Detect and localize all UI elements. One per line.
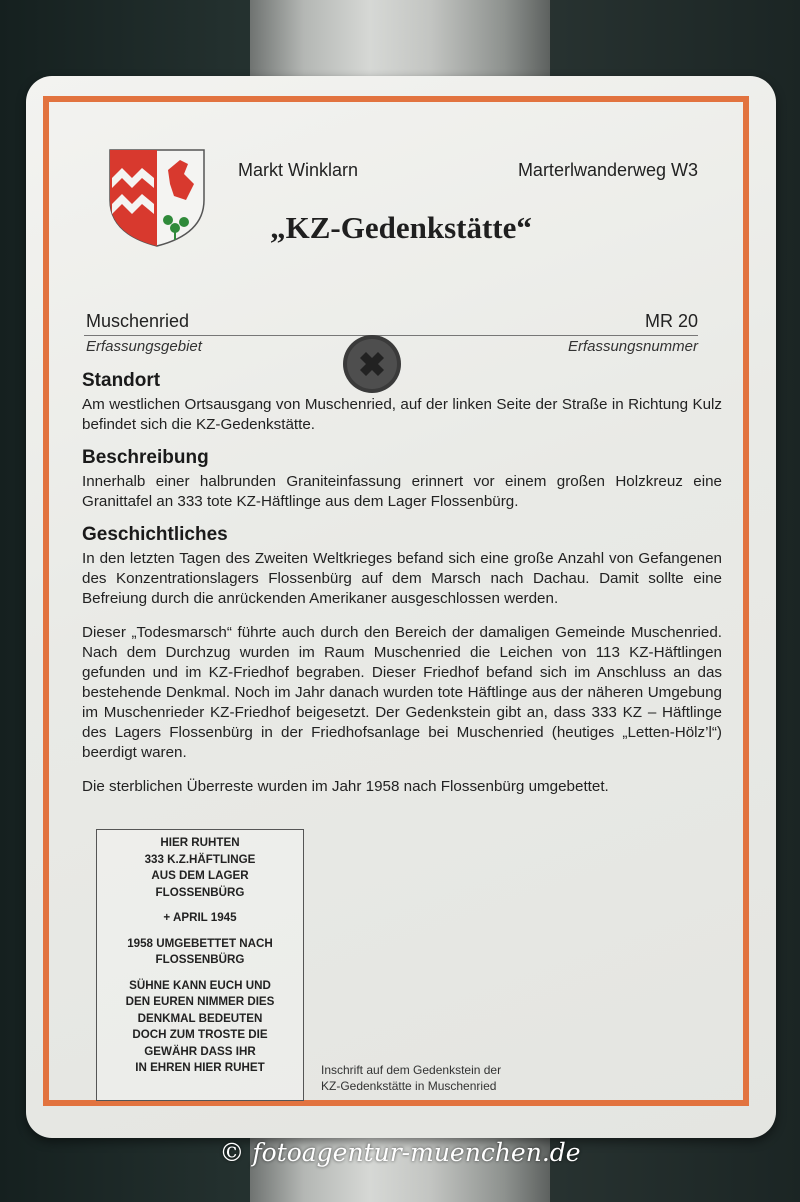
info-sign [26,76,776,1138]
inscription-line: FLOSSENBÜRG [155,953,245,966]
inscription-line: + APRIL 1945 [163,911,237,924]
memorial-inscription [96,829,304,1101]
inscription-line: GEWÄHR DASS IHR [144,1044,256,1058]
section-geschichtliches [82,524,722,797]
inscription-line: DOCH ZUM TROSTE DIE [132,1028,268,1041]
section-paragraph: Innerhalb einer halbrunden Graniteinfassung erinnert vor einem großen Holzkreuz eine Granittafel an 333 tote KZ-Häftlinge aus dem Lager Flossenbürg. [82,473,722,510]
record-number-value: MR 20 [644,311,698,331]
inscription-line: FLOSSENBÜRG [155,885,245,899]
inscription-line: 333 K.Z.HÄFTLINGE [144,852,256,866]
record-number-caption: Erfassungsnummer [567,338,698,355]
area-value: Muschenried [86,311,190,331]
area-caption: Erfassungsgebiet [86,338,202,355]
sign-content [82,370,722,809]
sign-title: „KZ-Gedenkstätte“ [270,210,532,245]
section-paragraph: Dieser „Todesmarsch“ führte auch durch den Bereich der damaligen Gemeinde Muschenried. Nach dem Durchzug wurden im Raum Muschenried die Leichen von 113 KZ-Häftlingen gefunden und im KZ-Friedhof begraben. Dieser Friedhof befand sich im Anschluss an das bestehende Denkmal. Noch im Jahr danach wurden tote Häftlinge aus der näheren Umgebung im Muschenrieder KZ-Friedhof beigesetzt. Der Gedenkstein gibt an, dass 333 KZ – Häftlinge des Lagers Flossenbürg in der Friedhofsanlage bei Muschenried (heutiges „Letten-Hölz’l“) beerdigt waren. [82,624,722,761]
inscription-line: AUS DEM LAGER [151,869,249,882]
inscription-line: SÜHNE KANN EUCH UND [129,978,271,992]
municipality-label: Markt Winklarn [238,160,359,180]
section-paragraph: In den letzten Tagen des Zweiten Weltkrieges befand sich eine große Anzahl von Gefangenen des Konzentrationslagers Flossenbürg auf dem Marsch nach Dachau. Damit sollte eine Befreiung durch die anrückenden Amerikaner ausgeschlossen werden. [82,550,722,607]
trail-label: Marterlwanderweg W3 [517,160,698,180]
inscription-line: IN EHREN HIER RUHET [135,1061,265,1074]
watermark-text: © fotoagentur-muenchen.de [219,1138,581,1167]
inscription-line: 1958 UMGEBETTET NACH [127,936,273,950]
inscription-block [97,936,303,969]
section-paragraph: Am westlichen Ortsausgang von Muschenried, auf der linken Seite der Straße in Richtung Kulz befindet sich die KZ-Gedenkstätte. [82,396,722,433]
caption-line: Inschrift auf dem Gedenkstein der [321,1063,502,1077]
inscription-caption [321,1062,501,1094]
section-standort [82,370,722,435]
caption-line: KZ-Gedenkstätte in Muschenried [321,1079,497,1093]
section-heading: Beschreibung [82,447,209,468]
inscription-block [97,910,303,927]
inscription-block [97,835,303,901]
inscription-line: HIER RUHTEN [160,836,240,849]
section-paragraph: Die sterblichen Überreste wurden im Jahr 1958 nach Flossenbürg umgebettet. [82,778,609,795]
inscription-block [97,978,303,1077]
section-heading: Standort [82,370,161,391]
section-beschreibung [82,447,722,512]
section-heading: Geschichtliches [82,524,228,545]
inscription-line: DEN EUREN NIMMER DIES [125,995,275,1008]
inscription-line: DENKMAL BEDEUTEN [137,1011,263,1025]
